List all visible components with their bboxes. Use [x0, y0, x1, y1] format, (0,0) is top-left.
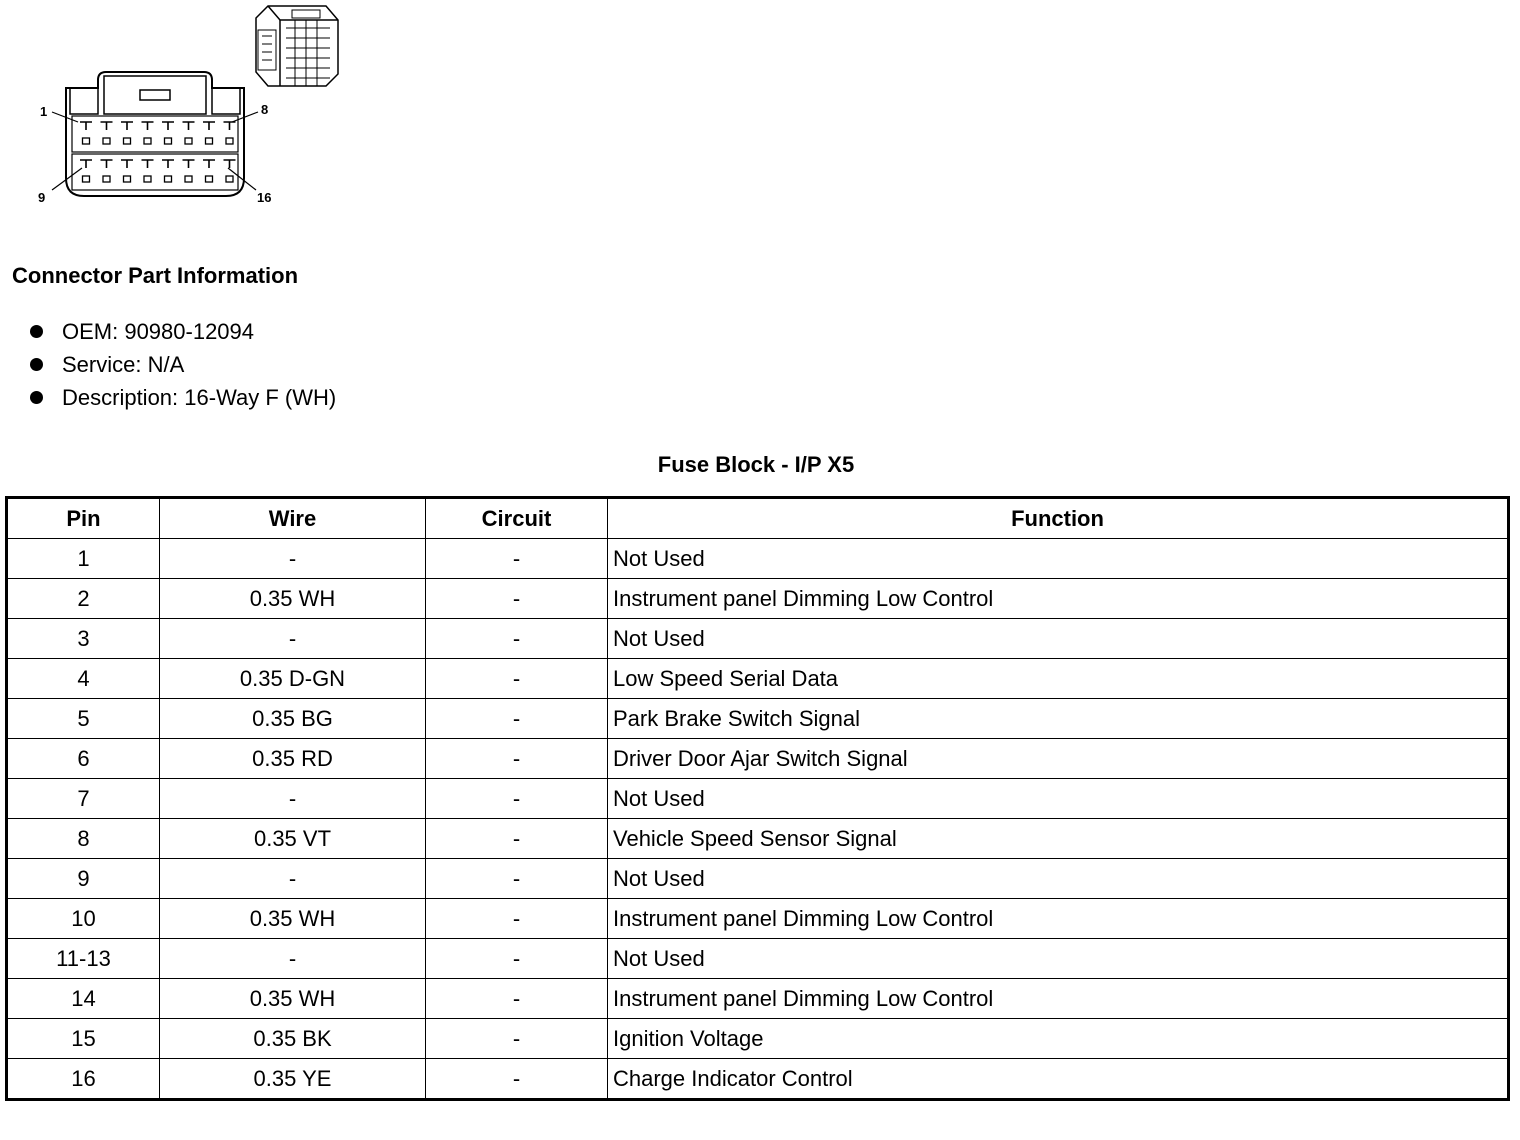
- cell-pin: 16: [7, 1059, 160, 1100]
- cell-function: Not Used: [608, 539, 1509, 579]
- table-row: [7, 859, 1509, 899]
- pin-cavity: [226, 138, 233, 144]
- table-row: [7, 1059, 1509, 1100]
- cell-function: Park Brake Switch Signal: [608, 699, 1509, 739]
- cell-wire: 0.35 BK: [160, 1019, 426, 1059]
- table-row: [7, 739, 1509, 779]
- cell-circuit: -: [426, 819, 608, 859]
- bullet-icon: [30, 358, 43, 371]
- bullet-icon: [30, 325, 43, 338]
- table-row: [7, 579, 1509, 619]
- part-info-service: [28, 348, 336, 381]
- table-body: [7, 539, 1509, 1100]
- pin-label-16: 16: [257, 190, 272, 205]
- pin-cavity: [226, 176, 233, 182]
- cell-function: Not Used: [608, 779, 1509, 819]
- connector-thumbnail-icon: [256, 6, 338, 86]
- cell-function: Not Used: [608, 939, 1509, 979]
- cell-circuit: -: [426, 1059, 608, 1100]
- cell-wire: -: [160, 859, 426, 899]
- cell-wire: -: [160, 939, 426, 979]
- header-wire: Wire: [160, 498, 426, 539]
- cell-wire: 0.35 RD: [160, 739, 426, 779]
- part-info-list: [28, 315, 336, 414]
- cell-wire: 0.35 WH: [160, 579, 426, 619]
- header-circuit: Circuit: [426, 498, 608, 539]
- table-row: [7, 779, 1509, 819]
- cell-pin: 2: [7, 579, 160, 619]
- table-row: [7, 899, 1509, 939]
- pin-cavity: [185, 176, 192, 182]
- table-row: [7, 939, 1509, 979]
- cell-pin: 15: [7, 1019, 160, 1059]
- cell-function: Vehicle Speed Sensor Signal: [608, 819, 1509, 859]
- pin-cavity: [124, 138, 131, 144]
- cell-circuit: -: [426, 779, 608, 819]
- cell-pin: 11-13: [7, 939, 160, 979]
- part-info-oem: [28, 315, 336, 348]
- cell-function: Driver Door Ajar Switch Signal: [608, 739, 1509, 779]
- cell-circuit: -: [426, 739, 608, 779]
- cell-circuit: -: [426, 939, 608, 979]
- pin-cavity: [185, 138, 192, 144]
- cell-wire: 0.35 VT: [160, 819, 426, 859]
- header-pin: Pin: [7, 498, 160, 539]
- pin-cavity: [83, 176, 90, 182]
- cell-pin: 3: [7, 619, 160, 659]
- cell-function: Not Used: [608, 859, 1509, 899]
- cell-function: Low Speed Serial Data: [608, 659, 1509, 699]
- table-row: [7, 1019, 1509, 1059]
- cell-pin: 14: [7, 979, 160, 1019]
- cell-circuit: -: [426, 579, 608, 619]
- cell-pin: 9: [7, 859, 160, 899]
- pinout-table: [5, 496, 1510, 1101]
- connector-face: [66, 72, 244, 196]
- pin-cavity: [144, 138, 151, 144]
- bullet-icon: [30, 391, 43, 404]
- cell-function: Not Used: [608, 619, 1509, 659]
- part-info-description-text: Description: 16-Way F (WH): [62, 385, 337, 410]
- cell-wire: 0.35 WH: [160, 979, 426, 1019]
- cell-pin: 5: [7, 699, 160, 739]
- cell-function: Charge Indicator Control: [608, 1059, 1509, 1100]
- cell-pin: 7: [7, 779, 160, 819]
- pin-cavity: [103, 138, 110, 144]
- table-row: [7, 979, 1509, 1019]
- cell-pin: 6: [7, 739, 160, 779]
- cell-wire: 0.35 BG: [160, 699, 426, 739]
- pin-cavity: [103, 176, 110, 182]
- cell-circuit: -: [426, 859, 608, 899]
- cell-wire: 0.35 D-GN: [160, 659, 426, 699]
- cell-pin: 8: [7, 819, 160, 859]
- pin-label-1: 1: [40, 104, 48, 119]
- pin-cavity: [83, 138, 90, 144]
- pin-cavity: [206, 176, 213, 182]
- cell-function: Instrument panel Dimming Low Control: [608, 979, 1509, 1019]
- cell-pin: 10: [7, 899, 160, 939]
- cell-wire: 0.35 YE: [160, 1059, 426, 1100]
- part-info-service-text: Service: N/A: [62, 352, 185, 377]
- header-function: Function: [608, 498, 1509, 539]
- table-title: Fuse Block - I/P X5: [657, 452, 855, 477]
- connector-diagram: [0, 0, 360, 215]
- cell-wire: -: [160, 779, 426, 819]
- cell-wire: -: [160, 619, 426, 659]
- cell-circuit: -: [426, 619, 608, 659]
- cell-circuit: -: [426, 899, 608, 939]
- cell-circuit: -: [426, 1019, 608, 1059]
- cell-pin: 1: [7, 539, 160, 579]
- connector-part-info-heading: Connector Part Information: [12, 263, 299, 288]
- table-row: [7, 539, 1509, 579]
- pin-cavity: [124, 176, 131, 182]
- cell-circuit: -: [426, 979, 608, 1019]
- pin-cavity: [144, 176, 151, 182]
- cell-wire: 0.35 WH: [160, 899, 426, 939]
- part-info-description: [28, 381, 336, 414]
- table-row: [7, 619, 1509, 659]
- pin-cavity: [165, 176, 172, 182]
- pin-cavity: [165, 138, 172, 144]
- cell-function: Ignition Voltage: [608, 1019, 1509, 1059]
- table-row: [7, 819, 1509, 859]
- pin-cavity: [206, 138, 213, 144]
- table-row: [7, 699, 1509, 739]
- part-info-oem-text: OEM: 90980-12094: [62, 319, 255, 344]
- cell-function: Instrument panel Dimming Low Control: [608, 899, 1509, 939]
- pin-label-8: 8: [261, 102, 269, 117]
- cell-circuit: -: [426, 539, 608, 579]
- cell-function: Instrument panel Dimming Low Control: [608, 579, 1509, 619]
- table-row: [7, 659, 1509, 699]
- pin-label-9: 9: [38, 190, 46, 205]
- cell-pin: 4: [7, 659, 160, 699]
- cell-circuit: -: [426, 659, 608, 699]
- cell-wire: -: [160, 539, 426, 579]
- cell-circuit: -: [426, 699, 608, 739]
- table-header-row: [7, 498, 1509, 539]
